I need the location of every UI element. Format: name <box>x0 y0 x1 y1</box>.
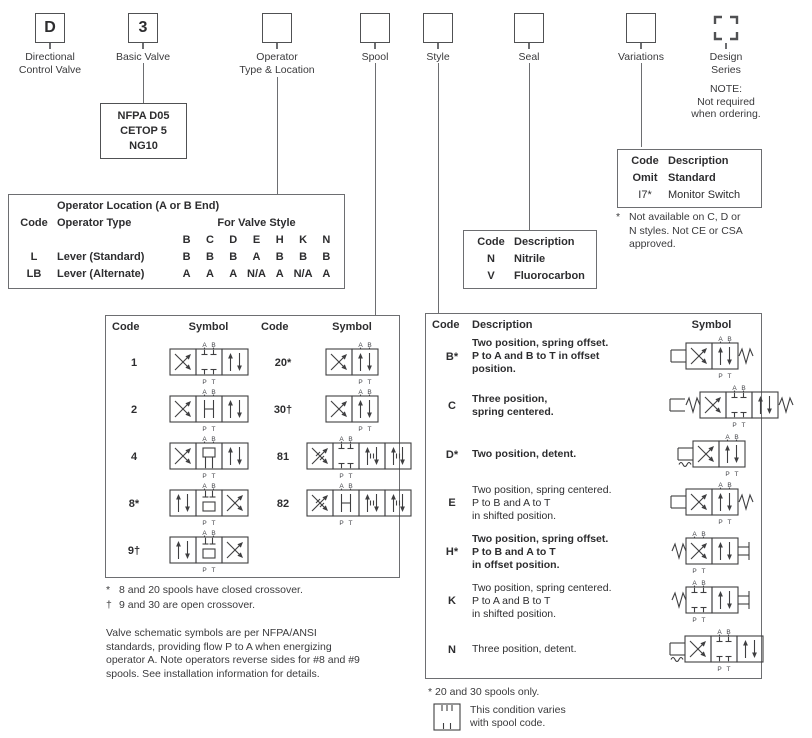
svg-text:A: A <box>201 435 207 443</box>
svg-text:A: A <box>725 433 730 441</box>
field-label: Operator Type & Location <box>239 51 315 76</box>
spool-symbol <box>156 481 261 527</box>
svg-text:B: B <box>700 531 706 539</box>
spool-symbol <box>156 434 261 480</box>
field-basic-valve <box>88 13 198 64</box>
style-col: E <box>252 234 261 246</box>
svg-text:T: T <box>701 617 705 625</box>
svg-text:T: T <box>727 519 731 527</box>
table-row: Omit Standard <box>632 172 716 184</box>
condition-varies-legend: This condition varies with spool code. <box>432 702 566 732</box>
field-label: Directional Control Valve <box>18 51 82 76</box>
table-row: LB Lever (Alternate) A A A N/A A N/A A <box>26 268 331 280</box>
svg-text:B: B <box>726 482 732 490</box>
svg-text:B: B <box>210 482 216 490</box>
svg-text:A: A <box>691 531 697 539</box>
svg-text:A: A <box>339 482 344 490</box>
style-col: N <box>322 234 331 246</box>
svg-text:B: B <box>367 388 372 396</box>
style-row-H: H* Two position, spring offset. P to B and A to T in offset position. A B P T <box>432 529 755 575</box>
svg-text:T: T <box>367 425 372 433</box>
spool-row-2: 2 A B P T <box>112 386 261 433</box>
col-header-code: Code <box>20 217 48 229</box>
design-series-note: NOTE: Not required when ordering. <box>691 83 761 120</box>
svg-text:P: P <box>201 378 207 386</box>
connector-basic-valve <box>143 63 145 103</box>
svg-text:B: B <box>700 579 706 587</box>
style-row-D: D* Two position, detent. A B P T <box>432 432 755 478</box>
style-symbol <box>668 383 795 429</box>
col-header-for-valve-style: For Valve Style <box>217 217 296 229</box>
spool-row-8: 8* A B P T <box>112 480 261 527</box>
style-row-N: N Three position, detent. A B P T <box>432 627 755 673</box>
style-col: K <box>299 234 308 246</box>
svg-text:B: B <box>348 482 353 490</box>
seal-table <box>463 230 597 289</box>
field-label: Design Series <box>709 51 743 76</box>
svg-text:T: T <box>211 425 215 433</box>
svg-text:B: B <box>210 388 216 396</box>
field-design-series <box>671 13 781 121</box>
style-footnote: * 20 and 30 spools only. <box>428 686 540 698</box>
spool-row-82: 82 A B P T <box>261 480 399 527</box>
svg-text:T: T <box>726 666 731 673</box>
svg-text:A: A <box>358 341 363 349</box>
spool-footnotes: * 8 and 20 spools have closed crossover. † 9 and 30 are open crossover. <box>106 584 303 611</box>
table-row: I7* Monitor Switch <box>638 189 741 201</box>
basic-valve-standards-box: NFPA D05 CETOP 5 NG10 <box>100 103 187 159</box>
spool-row-30: 30† A B P T <box>261 386 399 433</box>
svg-text:P: P <box>732 421 737 429</box>
style-symbol <box>668 578 755 624</box>
field-label: Spool <box>361 51 389 63</box>
col-header-code: Code <box>112 321 140 333</box>
style-symbol <box>668 334 755 380</box>
svg-text:T: T <box>211 378 215 386</box>
style-symbol <box>668 432 755 478</box>
svg-text:P: P <box>201 519 207 527</box>
code-box-basic-valve <box>128 13 158 43</box>
svg-text:A: A <box>339 435 344 443</box>
svg-text:B: B <box>734 433 739 441</box>
svg-text:P: P <box>201 425 207 433</box>
svg-text:B: B <box>210 435 216 443</box>
col-header-description: Description <box>668 155 729 167</box>
svg-text:B: B <box>726 628 731 636</box>
svg-text:P: P <box>339 472 344 480</box>
svg-text:T: T <box>348 472 353 480</box>
style-symbol <box>668 627 765 673</box>
svg-text:A: A <box>201 341 207 349</box>
style-col: H <box>275 234 284 246</box>
spool-row-20: 20* A B P T <box>261 339 399 386</box>
tick <box>276 43 278 49</box>
style-row-K: K Two position, spring centered. P to A and B to T in shifted position. A B P T <box>432 578 755 624</box>
code-box-operator <box>262 13 292 43</box>
col-header-code: Code <box>477 236 505 248</box>
spool-row-9: 9† A B P T <box>112 527 261 574</box>
svg-text:P: P <box>201 472 207 480</box>
svg-text:T: T <box>367 378 372 386</box>
svg-text:T: T <box>348 519 353 527</box>
field-label: Seal <box>518 51 540 63</box>
operator-table-title: Operator Location (A or B End) <box>57 200 220 212</box>
tick <box>528 43 530 49</box>
connector-spool <box>375 63 377 315</box>
svg-text:A: A <box>717 628 722 636</box>
svg-text:B: B <box>348 435 353 443</box>
code-box-seal <box>514 13 544 43</box>
style-col: C <box>205 234 214 246</box>
connector-operator <box>277 77 279 194</box>
spool-symbol <box>305 340 399 386</box>
col-header-symbol: Symbol <box>691 319 732 331</box>
spool-table <box>105 315 400 578</box>
svg-text:T: T <box>741 421 746 429</box>
tick <box>437 43 439 49</box>
svg-text:A: A <box>691 579 697 587</box>
code-box-variations <box>626 13 656 43</box>
style-col: D <box>229 234 238 246</box>
col-header-code: Code <box>432 319 460 331</box>
table-row: L Lever (Standard) B B B A B B B <box>30 251 331 263</box>
style-table <box>425 313 762 679</box>
svg-text:P: P <box>358 378 363 386</box>
field-label: Variations <box>618 51 664 63</box>
spool-symbol <box>156 340 261 386</box>
svg-text:B: B <box>726 335 732 343</box>
col-header-description: Description <box>472 319 533 331</box>
col-header-operator-type: Operator Type <box>57 217 132 229</box>
spool-symbol <box>156 387 261 433</box>
style-row-C: C Three position, spring centered. A B P T <box>432 383 755 429</box>
spool-paragraph: Valve schematic symbols are per NFPA/ANSI standards, providing flow P to A when energizing operator A. Note operators reverse sides for #8 and #9 spools. See installation information for details. <box>106 627 360 680</box>
svg-text:P: P <box>691 617 697 625</box>
spool-symbol <box>305 387 399 433</box>
code-box-directional <box>35 13 65 43</box>
connector-variations <box>641 63 643 147</box>
tick <box>725 43 727 49</box>
style-col: B <box>182 234 191 246</box>
svg-text:B: B <box>741 384 746 392</box>
field-label: Style <box>426 51 450 63</box>
spool-row-4: 4 A B P T <box>112 433 261 480</box>
svg-text:B: B <box>210 529 216 537</box>
spool-symbol <box>305 434 413 480</box>
svg-text:T: T <box>211 566 215 574</box>
svg-text:A: A <box>717 482 723 490</box>
table-row: N Nitrile <box>487 253 546 265</box>
dashed-corner-box-icon <box>712 14 740 42</box>
col-header-description: Description <box>514 236 575 248</box>
tick <box>374 43 376 49</box>
svg-text:A: A <box>717 335 723 343</box>
svg-text:A: A <box>201 482 207 490</box>
svg-text:P: P <box>201 566 207 574</box>
code-box-style <box>423 13 453 43</box>
table-row: V Fluorocarbon <box>487 270 585 282</box>
spool-symbol <box>305 481 413 527</box>
svg-text:A: A <box>201 388 207 396</box>
col-header-symbol: Symbol <box>188 321 229 333</box>
svg-text:P: P <box>725 470 730 478</box>
varies-symbol <box>432 702 462 732</box>
style-row-B: B* Two position, spring offset. P to A and B to T in offset position. A B P T <box>432 334 755 380</box>
spool-symbol <box>156 528 261 574</box>
code-box-design-series-dashed <box>711 13 741 43</box>
svg-text:T: T <box>211 519 215 527</box>
field-seal <box>474 13 584 64</box>
svg-text:T: T <box>701 568 705 576</box>
field-label: Basic Valve <box>115 51 171 63</box>
svg-text:B: B <box>367 341 372 349</box>
svg-text:P: P <box>717 373 723 380</box>
tick <box>49 43 51 49</box>
svg-text:T: T <box>727 373 731 380</box>
svg-text:P: P <box>717 666 722 673</box>
svg-text:A: A <box>358 388 363 396</box>
svg-text:T: T <box>211 472 215 480</box>
style-row-E: E Two position, spring centered. P to B and A to T in shifted position. A B P T <box>432 480 755 526</box>
connector-seal <box>529 63 531 230</box>
style-symbol <box>668 529 755 575</box>
svg-text:B: B <box>210 341 216 349</box>
svg-text:T: T <box>734 470 739 478</box>
col-header-code: Code <box>631 155 659 167</box>
tick <box>640 43 642 49</box>
svg-text:A: A <box>732 384 737 392</box>
field-operator-type-location <box>222 13 332 76</box>
variations-table <box>617 149 762 208</box>
svg-text:P: P <box>358 425 363 433</box>
col-header-symbol: Symbol <box>332 321 372 333</box>
svg-text:P: P <box>691 568 697 576</box>
spool-row-1: 1 A B P T <box>112 339 261 386</box>
variations-footnote: * Not available on C, D or N styles. Not CE or CSA approved. <box>616 211 743 250</box>
tick <box>142 43 144 49</box>
style-symbol <box>668 480 755 526</box>
operator-location-table <box>8 194 345 289</box>
code-value: 3 <box>138 19 148 36</box>
col-header-code: Code <box>261 321 289 333</box>
code-value: D <box>44 19 56 36</box>
connector-style <box>438 63 440 313</box>
svg-text:P: P <box>339 519 344 527</box>
svg-text:P: P <box>717 519 723 527</box>
svg-text:A: A <box>201 529 207 537</box>
spool-row-81: 81 A B P T <box>261 433 399 480</box>
